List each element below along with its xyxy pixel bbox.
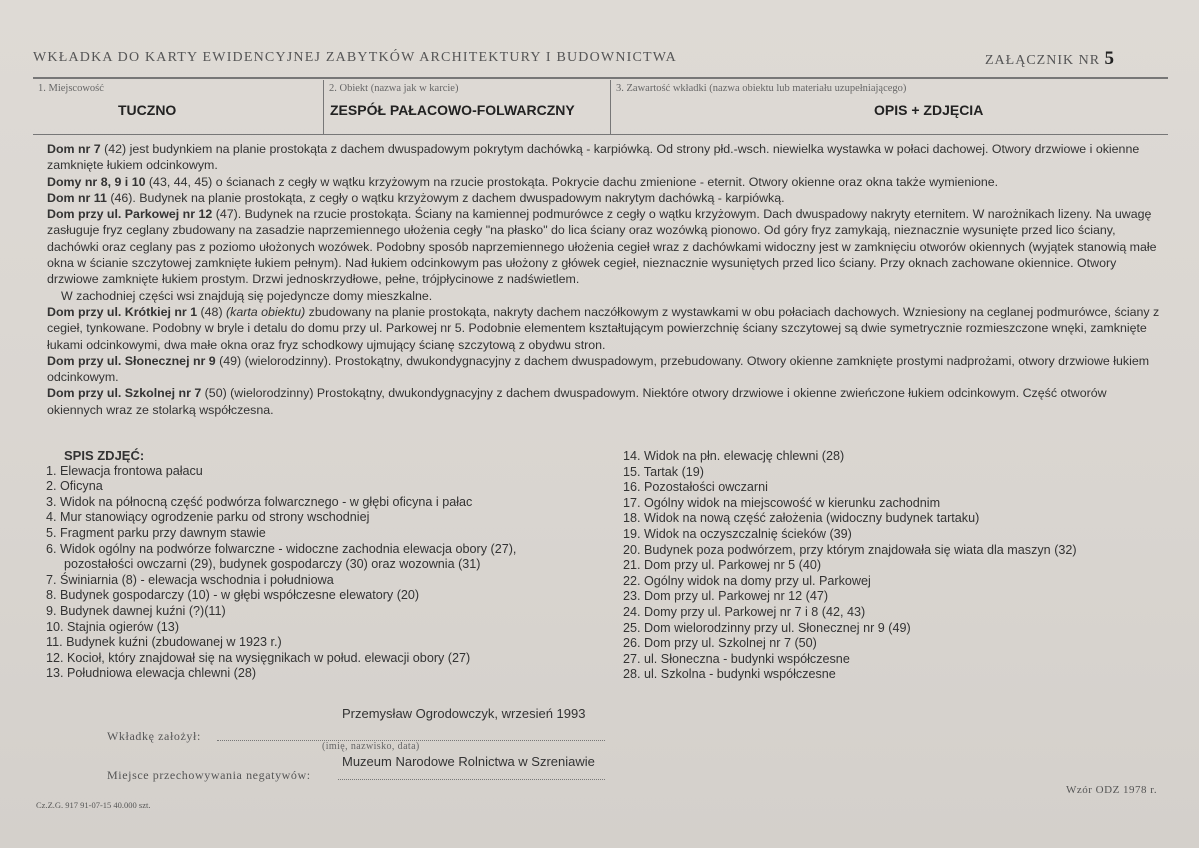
- list-item: 4. Mur stanowiący ogrodzenie parku od strony wschodniej: [46, 510, 370, 525]
- form-model: Wzór ODZ 1978 r.: [1066, 784, 1158, 796]
- paragraph-heading: Dom przy ul. Krótkiej nr 1: [47, 304, 198, 319]
- list-item: 22. Ogólny widok na domy przy ul. Parkowej: [623, 573, 871, 588]
- paragraph-heading: Dom przy ul. Parkowej nr 12: [47, 207, 213, 222]
- paragraph-text: (46). Budynek na planie prostokąta, z cegły o wątku krzyżowym z dachem dwuspadowym nakrytym dachówką - karpiówką.: [106, 190, 785, 205]
- storage-label: Miejsce przechowywania negatywów:: [107, 768, 311, 782]
- paragraph-heading: Dom przy ul. Słonecznej nr 9: [47, 353, 216, 368]
- author-signature: Przemysław Ogrodowczyk, wrzesień 1993: [342, 706, 586, 721]
- list-item: 1. Elewacja frontowa pałacu: [46, 463, 203, 478]
- storage-value: Muzeum Narodowe Rolnictwa w Szreniawie: [342, 754, 595, 769]
- paragraph-west-part: W zachodniej części wsi znajdują się pojedyncze domy mieszkalne.: [61, 288, 433, 303]
- list-item: 26. Dom przy ul. Szkolnej nr 7 (50): [623, 636, 817, 651]
- paragraph-text: (50) (wielorodzinny) Prostokątny, dwukondygnacyjny z dachem dwuspadowym. Niektóre otwory drzwiowe i okienne zwieńczone łukiem odcinkowym. Część otworów okiennych wraz ze stolarką współczesna.: [47, 386, 1107, 417]
- paragraph-text: (49) (wielorodzinny). Prostokątny, dwukondygnacyjny z dachem dwuspadowym, przebudowany. Otwory okienne zamknięte prostymi nadprożami, otwory drzwiowe łukiem odcinkowym.: [47, 353, 1150, 385]
- list-item: 5. Fragment parku przy dawnym stawie: [46, 525, 266, 540]
- header-fields: [33, 80, 1168, 135]
- photo-list-left: [46, 448, 606, 682]
- paragraph-domy-8-9-10: [47, 174, 1162, 190]
- list-item: 18. Widok na nową część założenia (widoczny budynek tartaku): [623, 511, 980, 526]
- list-item: 7. Świniarnia (8) - elewacja wschodnia i południowa: [46, 572, 334, 587]
- field-locality-value: TUCZNO: [118, 102, 177, 118]
- attachment-label: [985, 48, 1114, 70]
- photo-list-right: [623, 449, 1168, 683]
- list-item: 20. Budynek poza podwórzem, przy którym znajdowała się wiata dla maszyn (32): [623, 542, 1077, 557]
- list-item: 3. Widok na północną część podwórza folwarcznego - w głębi oficyna i pałac: [46, 494, 473, 509]
- list-item: 27. ul. Słoneczna - budynki współczesne: [623, 651, 850, 666]
- attachment-label-text: ZAŁĄCZNIK NR: [985, 53, 1101, 68]
- print-code: Cz.Z.G. 917 91-07-15 40.000 szt.: [36, 800, 151, 810]
- list-item: 15. Tartak (19): [623, 464, 704, 479]
- list-item-continuation: pozostałości owczarni (29), budynek gospodarczy (30) oraz wozownia (31): [64, 557, 481, 572]
- list-item: 19. Widok na oczyszczalnię ścieków (39): [623, 526, 852, 541]
- field-content-label: 3. Zawartość wkładki (nazwa obiektu lub materiału uzupełniającego): [616, 83, 907, 94]
- list-item: 10. Stajnia ogierów (13): [46, 619, 180, 634]
- paragraph-text: (47). Budynek na rzucie prostokąta. Ściany na kamiennej podmurówce z cegły o wątku krzyżowym. Dach dwuspadowy nakryty eternitem. W narożnikach lizeny. Na uwagę zasługuje fryz ceglany zbudowany na zasadzie naprzemiennego ułożenia cegły "na płasko" do lica ściany oraz wozówką pionowo. Od góry fryz zamykają, nieznacznie wysunięte przed lico ściany, dachówki oraz ceglany pas z poziomo ułożonych wozówek. Podobny sposób naprzemiennego ułożenia cegieł wraz z dachówkami widoczny jest w zamknięciu otworów okiennych (wyjątek stanowią małe okna w ścianie szczytowej zamknięte łukiem pełnym). Nad łukiem odcinkowym pas ułożony z główek cegieł, nieznacznie wysuniętych przed lico ściany. Przy oknach zachowane okiennice. Otwory drzwiowe zamknięte łukiem prostym. Drzwi jednoskrzydłowe, pełne, trójpłycinowe z nadświetlem.: [47, 207, 1157, 287]
- paragraph-szkolna-7: [47, 385, 1162, 418]
- attachment-number: 5: [1104, 48, 1115, 69]
- list-item: 12. Kocioł, który znajdował się na wysięgnikach w połud. elewacji obory (27): [46, 650, 471, 665]
- created-by-note: (imię, nazwisko, data): [322, 741, 420, 752]
- paragraph-heading: Dom nr 7: [47, 142, 101, 156]
- paragraph-note: (karta obiektu): [226, 304, 306, 319]
- paragraph-krotka-1: [47, 304, 1162, 353]
- list-item: 23. Dom przy ul. Parkowej nr 12 (47): [623, 589, 829, 604]
- storage-dotted-line: [338, 779, 605, 780]
- paragraph-text: (42) jest budynkiem na planie prostokąta z dachem dwuspadowym pokrytym dachówką - karpiówką. Od strony płd.-wsch. niewielka wystawka w połaci dachowej. Otwory drzwiowe i okienne zamknięte łukiem odcinkowym.: [47, 142, 1140, 173]
- paragraph-heading: Dom nr 11: [47, 190, 107, 205]
- header-rule: [33, 77, 1168, 79]
- list-item: 28. ul. Szkolna - budynki współczesne: [623, 667, 836, 682]
- list-item: 6. Widok ogólny na podwórze folwarczne - widoczne zachodnia elewacja obory (27),: [46, 541, 517, 556]
- paragraph-text: (48): [197, 304, 227, 319]
- field-content: [610, 80, 1169, 134]
- paragraph-dom-11: [47, 190, 1162, 206]
- paragraph-dom-7: [47, 141, 1162, 174]
- paragraph-text: zbudowany na planie prostokąta, nakryty dachem naczółkowym z wystawkami w obu połaciach dachowych. Wzniesiony na ceglanej podmurówce, ściany z cegieł, tynkowane. Podobny w bryle i detalu do domu przy ul. Parkowej nr 5. Podobnie elementem kształtującym powierzchnię ściany szczytowej są dwie symetrycznie rozmieszczone wnęki, zamknięte łukami odcinkowymi, dwa małe okna oraz fryz schodkowy ujmujący ścianę szczytową z obydwu stron.: [47, 304, 1160, 352]
- field-locality: [33, 80, 323, 134]
- field-object-label: 2. Obiekt (nazwa jak w karcie): [329, 83, 459, 94]
- field-content-value: OPIS + ZDJĘCIA: [874, 102, 984, 118]
- list-item: 13. Południowa elewacja chlewni (28): [46, 666, 257, 681]
- list-item: 11. Budynek kuźni (zbudowanej w 1923 r.): [46, 635, 282, 650]
- list-item: 21. Dom przy ul. Parkowej nr 5 (40): [623, 558, 822, 573]
- list-item: 14. Widok na płn. elewację chlewni (28): [623, 449, 845, 463]
- list-item: 25. Dom wielorodzinny przy ul. Słonecznej nr 9 (49): [623, 620, 911, 635]
- list-item: 8. Budynek gospodarczy (10) - w głębi współczesne elewatory (20): [46, 588, 420, 603]
- photo-list-heading: SPIS ZDJĘĆ:: [64, 448, 145, 463]
- paragraph-heading: Dom przy ul. Szkolnej nr 7: [47, 386, 202, 401]
- list-item: 16. Pozostałości owczarni: [623, 480, 768, 495]
- list-item: 2. Oficyna: [46, 479, 103, 494]
- paragraph-heading: Domy nr 8, 9 i 10: [47, 174, 146, 189]
- description-text: [47, 141, 1162, 418]
- paragraph-text: (43, 44, 45) o ścianach z cegły w wątku krzyżowym na rzucie prostokąta. Pokrycie dachu zmienione - eternit. Otwory okienne oraz okna także wymienione.: [145, 174, 999, 189]
- paragraph-sloneczna-9: [47, 353, 1162, 386]
- field-object: [323, 80, 611, 134]
- field-locality-label: 1. Miejscowość: [38, 83, 104, 94]
- list-item: 9. Budynek dawnej kuźni (?)(11): [46, 603, 226, 618]
- created-by-label: Wkładkę założył:: [107, 729, 201, 743]
- paragraph-parkowa-12: [47, 206, 1162, 287]
- list-item: 24. Domy przy ul. Parkowej nr 7 i 8 (42, 43): [623, 604, 866, 619]
- field-object-value: ZESPÓŁ PAŁACOWO-FOLWARCZNY: [330, 102, 575, 118]
- list-item: 17. Ogólny widok na miejscowość w kierunku zachodnim: [623, 495, 941, 510]
- form-title: WKŁADKA DO KARTY EWIDENCYJNEJ ZABYTKÓW ARCHITEKTURY I BUDOWNICTWA: [33, 50, 677, 65]
